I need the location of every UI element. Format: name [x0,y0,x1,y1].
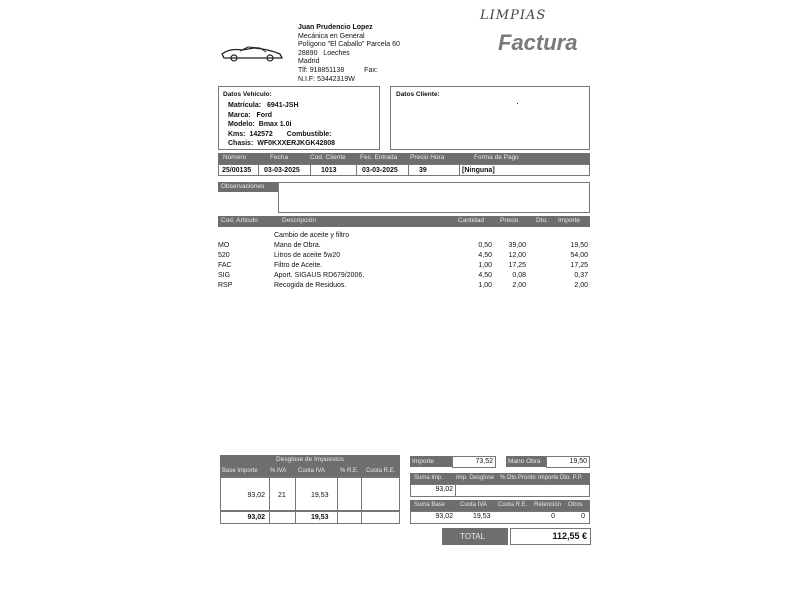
item-code: FAC [218,262,232,269]
tax-table-title: Desglose de Impuestos [220,455,400,465]
hdr-cod-cliente: Cod. Cliente [310,154,346,161]
phone-value: 918851138 [309,66,345,74]
issuer-province: Madrid [298,58,320,66]
issuer-phone-line [298,67,400,76]
item-price: 0,08 [512,272,526,279]
item-qty: 0,50 [478,242,492,249]
tax-hdr-cuota-re: Cuota R.E. [366,468,396,474]
client-heading: Datos Cliente: [396,91,440,98]
suma-base-label: Suma Base [414,502,446,508]
phone-label: Tlf: [298,66,308,74]
chassis-value: WF0KXXERJKGK42808 [257,140,336,147]
val-fecha: 03-03-2025 [264,167,300,174]
otros-value: 0 [581,513,585,520]
item-desc: Aport. SIGAUS RD679/2006. [274,272,365,279]
nif-value: 53442319W [317,75,355,83]
cuota-value: 19,53 [473,513,491,520]
doc-title: Factura [498,30,578,55]
imp-desglose-label: Imp. Desglose [456,475,495,481]
item-amount: 19,50 [570,242,588,249]
summary-area [410,455,590,547]
item-code: RSP [218,282,233,289]
item-amount: 2,00 [574,282,588,289]
tax-table-header [220,465,400,477]
invoice-header-bar [218,153,590,164]
hdr-forma-pago: Forma de Pago [474,154,519,161]
tax-hdr-base: Base Importe [222,468,258,474]
base-values [410,511,590,524]
hdr-cod-articulo: Cod. Articulo [221,217,258,224]
mano-obra-label: Mano Obra [506,456,546,467]
hdr-descripcion: Descripción [282,217,316,224]
vehicle-heading: Datos Vehículo: [223,91,272,98]
observations-box [278,182,590,213]
item-amount: 54,00 [570,252,588,259]
issuer-activity: Mecánica en General [298,32,365,40]
item-qty: 1,00 [478,262,492,269]
total-label: TOTAL [442,528,508,545]
chassis-label: Chasis: [228,140,254,147]
issuer-nif-line [298,76,400,85]
hdr-importe: Importe [558,217,581,224]
item-qty: 4,50 [478,252,492,259]
observations-label: Observaciones [218,182,279,192]
item-price: 39,00 [508,242,526,249]
invoice-values-row [218,164,590,176]
table-row [218,261,590,270]
val-precio-hora: 39 [419,167,427,174]
hdr-cantidad: Cantidad [458,217,485,224]
item-code: MO [218,242,230,249]
client-box [390,86,590,150]
plate-value: 6941-JSH [267,102,299,109]
model-value: Bmax 1.0i [258,121,292,128]
retencion-label: Retención [534,502,562,508]
tax-base-value: 93,02 [247,492,265,499]
importe-value: 73,52 [452,456,496,468]
item-desc: Litros de aceite 5w20 [274,252,341,259]
cuota-re-label: Cuota R.E. [498,502,528,508]
dto-pronto-label: % Dto Pronto [500,475,536,481]
tax-table [220,455,400,523]
tax-table-body [220,477,400,511]
val-forma-pago: [Ninguna] [462,167,495,174]
tax-total-cuota: 19,53 [311,514,329,521]
hdr-dto: Dto. [536,217,548,224]
item-qty: 4,50 [478,272,492,279]
hdr-numero: Número [223,154,247,161]
items-header-bar [218,216,590,227]
item-price: 12,00 [508,252,526,259]
fax-label: Fax: [364,66,378,74]
items-table [218,231,590,295]
item-code: SIG [218,272,231,279]
table-row [218,241,590,250]
item-price: 17,25 [508,262,526,269]
items-title-line: Cambio de aceite y filtro [274,232,350,239]
tax-iva-value: 21 [278,492,286,499]
table-row [218,271,590,280]
item-price: 2,00 [512,282,526,289]
table-row [218,251,590,260]
importe-label: Importe [410,456,452,467]
suma-value: 93,02 [435,486,453,493]
tax-total-base: 93,02 [247,514,265,521]
total-value: 112,55 € [510,528,591,545]
hdr-fecha: Fecha [270,154,289,161]
kms-label: Kms: [228,130,246,138]
tax-hdr-iva: % IVA [270,468,287,474]
hdr-fec-entrada: Fec. Entrada [360,154,398,161]
otros-label: Otros [568,502,583,508]
cuota-iva-label: Cuota IVA [460,502,487,508]
tax-totals-row [220,511,400,524]
brand-value: Ford [256,111,273,119]
table-row [218,281,590,290]
issuer-name: Juan Prudencio Lopez [298,24,373,31]
handwritten-note: LIMPIAS [480,8,547,23]
brand-label: Marca: [228,111,251,119]
client-dot [517,103,518,104]
nif-label: N.I.F: [298,75,316,83]
mano-obra-value: 19,50 [546,456,590,468]
retencion-value: 0 [551,513,555,520]
car-logo-icon [220,44,286,64]
vehicle-fields [228,101,335,149]
item-amount: 0,37 [574,272,588,279]
suma-header [410,473,590,484]
issuer-city: 28890 Loeches [298,49,350,57]
kms-value: 142572 [249,130,273,138]
item-desc: Mano de Obra. [274,242,321,249]
val-cod-cliente: 1013 [321,167,337,174]
hdr-precio: Precio [500,217,519,224]
vehicle-box [218,86,380,150]
suma-label: Suma Imp. [414,475,444,481]
val-fec-entrada: 03-03-2025 [362,167,398,174]
plate-label: Matrícula: [228,102,262,109]
val-numero: 25/00135 [222,167,252,174]
suma-values [410,484,590,497]
model-label: Modelo: [228,121,255,128]
item-amount: 17,25 [570,262,588,269]
imp-dto-label: Importe Dto. P.P. [538,475,583,481]
hdr-precio-hora: Precio Hora [410,154,445,161]
item-qty: 1,00 [478,282,492,289]
tax-hdr-re: % R.E. [340,468,359,474]
item-desc: Filtro de Aceite. [274,262,323,269]
item-code: 520 [218,252,230,259]
tax-cuota-value: 19,53 [311,492,329,499]
fuel-label: Combustible: [286,130,332,138]
base-value: 93,02 [435,513,453,520]
tax-hdr-cuota: Cuota IVA [298,468,325,474]
base-header [410,500,590,511]
issuer-address: Polígono "El Caballo" Parcela 60 [298,41,400,49]
item-desc: Recogida de Residuos. [274,282,347,289]
issuer-block [298,24,400,84]
